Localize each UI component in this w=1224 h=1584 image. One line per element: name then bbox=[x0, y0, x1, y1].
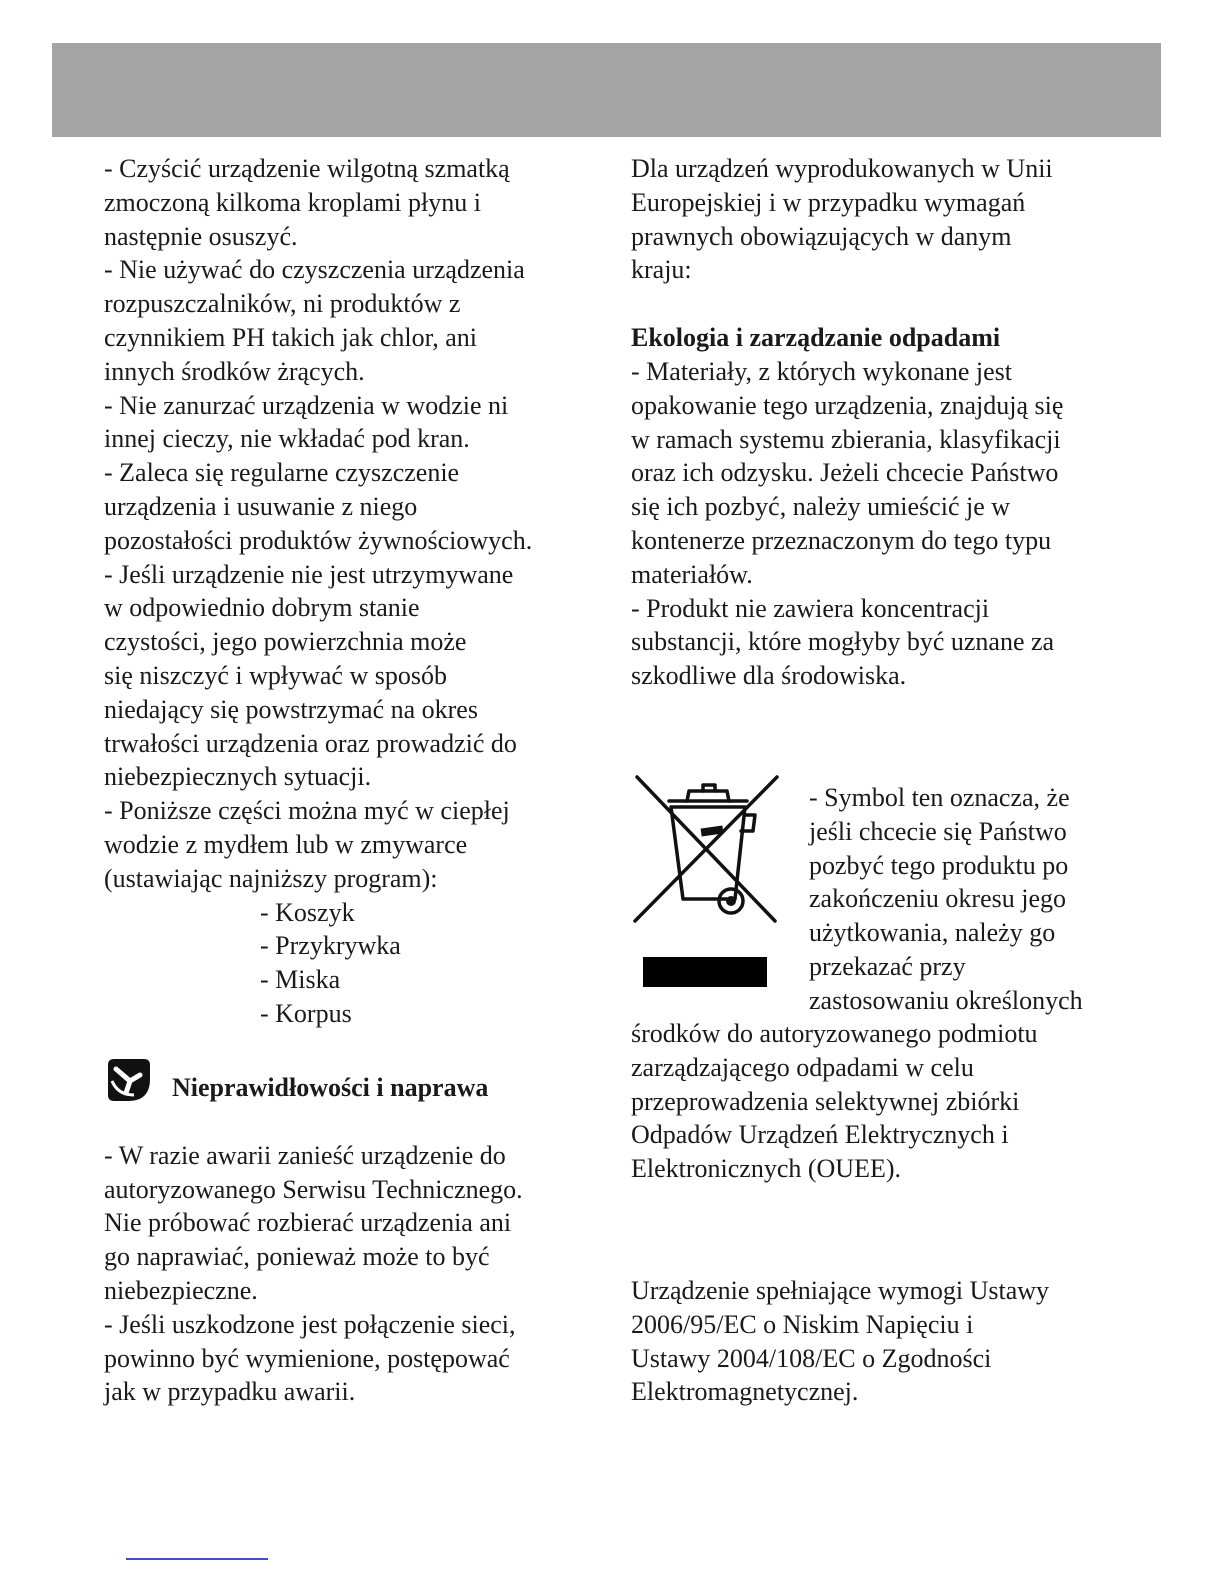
ecology-text bbox=[631, 355, 1121, 693]
text-line: - Nie zanurzać urządzenia w wodzie ni bbox=[104, 390, 509, 420]
text-line: - Poniższe części można myć w ciepłej bbox=[104, 796, 510, 826]
text-line: - Zaleca się regularne czyszczenie bbox=[104, 458, 460, 488]
text-line: czystości, jego powierzchnia może bbox=[104, 627, 467, 657]
text-line: innych środków żrących. bbox=[104, 356, 365, 386]
washable-parts-list bbox=[104, 896, 584, 1031]
weee-symbol-text bbox=[809, 781, 1083, 1018]
left-column bbox=[104, 152, 584, 1409]
eu-intro bbox=[631, 152, 1121, 287]
text-line: w ramach systemu zbierania, klasyfikacji bbox=[631, 424, 1061, 454]
text-line: (ustawiając najniższy program): bbox=[104, 863, 438, 893]
text-line: Dla urządzeń wyprodukowanych w Unii bbox=[631, 154, 1053, 183]
repair-warning-icon bbox=[104, 1055, 154, 1105]
text-line: się niszczyć i wpływać w sposób bbox=[104, 660, 447, 690]
text-line: Elektromagnetycznej. bbox=[631, 1377, 859, 1407]
text-line: niedający się powstrzymać na okres bbox=[104, 694, 478, 724]
text-line: oraz ich odzysku. Jeżeli chcecie Państwo bbox=[631, 458, 1059, 488]
text-line: zmoczoną kilkoma kroplami płynu i bbox=[104, 187, 481, 217]
text-line: przeprowadzenia selektywnej zbiórki bbox=[631, 1086, 1020, 1116]
text-line: przekazać przy bbox=[809, 951, 966, 981]
weee-block bbox=[631, 781, 1121, 1017]
header-band bbox=[52, 43, 1161, 137]
text-line: materiałów. bbox=[631, 559, 753, 589]
text-line: trwałości urządzenia oraz prowadzić do bbox=[104, 728, 517, 758]
spacer bbox=[631, 693, 1121, 781]
right-column bbox=[631, 152, 1121, 1409]
list-item: - Przykrywka bbox=[260, 931, 401, 961]
text-line: następnie osuszyć. bbox=[104, 221, 298, 251]
text-line: jak w przypadku awarii. bbox=[104, 1377, 356, 1407]
text-line: prawnych obowiązujących w danym bbox=[631, 221, 1012, 251]
text-line: opakowanie tego urządzenia, znajdują się bbox=[631, 390, 1064, 420]
text-line: się ich pozbyć, należy umieścić je w bbox=[631, 492, 1011, 522]
text-line: autoryzowanego Serwisu Technicznego. bbox=[104, 1174, 523, 1204]
repair-section-heading bbox=[104, 1051, 584, 1105]
spacer bbox=[104, 1105, 584, 1139]
text-line: zakończeniu okresu jego bbox=[809, 884, 1067, 914]
crossed-out-wheelie-bin-icon bbox=[631, 771, 781, 989]
text-line: urządzenia i usuwanie z niego bbox=[104, 491, 418, 521]
spacer bbox=[631, 287, 1121, 321]
text-line: pozbyć tego produktu po bbox=[809, 850, 1069, 880]
list-item: - Koszyk bbox=[260, 897, 355, 927]
text-line: innej cieczy, nie wkładać pod kran. bbox=[104, 424, 470, 454]
ecology-title: Ekologia i zarządzanie odpadami bbox=[631, 323, 1001, 353]
repair-title: Nieprawidłowości i naprawa bbox=[172, 1072, 489, 1102]
text-line: niebezpiecznych sytuacji. bbox=[104, 762, 372, 792]
text-line: Europejskiej i w przypadku wymagań bbox=[631, 187, 1026, 217]
text-line: Urządzenie spełniające wymogi Ustawy bbox=[631, 1275, 1050, 1305]
text-line: zarządzającego odpadami w celu bbox=[631, 1052, 974, 1082]
spacer bbox=[631, 1186, 1121, 1274]
list-item: - Miska bbox=[260, 965, 341, 995]
footer-divider bbox=[126, 1558, 268, 1560]
text-line: czynnikiem PH takich jak chlor, ani bbox=[104, 322, 477, 352]
text-line: - Materiały, z których wykonane jest bbox=[631, 356, 1012, 386]
text-line: wodzie z mydłem lub w zmywarce bbox=[104, 829, 468, 859]
cleaning-instructions bbox=[104, 152, 584, 896]
text-line: - Jeśli uszkodzone jest połączenie sieci, bbox=[104, 1309, 516, 1339]
text-line: w odpowiednio dobrym stanie bbox=[104, 593, 420, 623]
text-line: substancji, które mogłyby być uznane za bbox=[631, 627, 1055, 657]
text-line: powinno być wymienione, postępować bbox=[104, 1343, 510, 1373]
text-line: - W razie awarii zanieść urządzenie do bbox=[104, 1140, 506, 1170]
text-line: - Symbol ten oznacza, że bbox=[809, 782, 1070, 812]
weee-continued-text bbox=[631, 1017, 1121, 1186]
text-line: go naprawiać, ponieważ może to być bbox=[104, 1242, 490, 1272]
repair-instructions bbox=[104, 1139, 584, 1409]
list-item: - Korpus bbox=[260, 998, 352, 1028]
text-line: Ustawy 2004/108/EC o Zgodności bbox=[631, 1343, 992, 1373]
text-line: środków do autoryzowanego podmiotu bbox=[631, 1018, 1038, 1048]
text-line: - Czyścić urządzenie wilgotną szmatką bbox=[104, 154, 510, 183]
text-line: użytkowania, należy go bbox=[809, 918, 1056, 948]
text-line: Nie próbować rozbierać urządzenia ani bbox=[104, 1208, 512, 1238]
text-line: 2006/95/EC o Niskim Napięciu i bbox=[631, 1309, 974, 1339]
text-line: kontenerze przeznaczonym do tego typu bbox=[631, 525, 1052, 555]
text-line: zastosowaniu określonych bbox=[809, 985, 1083, 1015]
text-line: jeśli chcecie się Państwo bbox=[809, 816, 1067, 846]
text-line: Odpadów Urządzeń Elektrycznych i bbox=[631, 1120, 1009, 1150]
text-line: - Jeśli urządzenie nie jest utrzymywane bbox=[104, 559, 514, 589]
text-line: rozpuszczalników, ni produktów z bbox=[104, 289, 461, 319]
compliance-text bbox=[631, 1274, 1121, 1409]
text-line: Elektronicznych (OUEE). bbox=[631, 1154, 902, 1184]
text-line: kraju: bbox=[631, 255, 692, 285]
text-line: - Produkt nie zawiera koncentracji bbox=[631, 593, 990, 623]
text-line: szkodliwe dla środowiska. bbox=[631, 661, 907, 691]
text-line: niebezpieczne. bbox=[104, 1275, 258, 1305]
text-line: - Nie używać do czyszczenia urządzenia bbox=[104, 255, 525, 285]
text-line: pozostałości produktów żywnościowych. bbox=[104, 525, 533, 555]
